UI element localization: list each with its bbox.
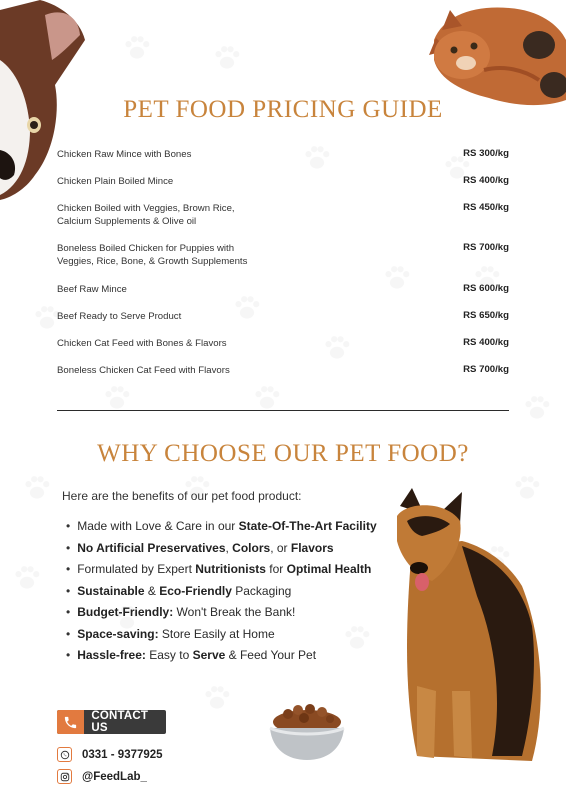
product-name [57,202,235,228]
benefit-text: Store Easily at Home [158,626,275,641]
product-price: RS 650/kg [463,310,509,321]
benefit-item [66,581,377,603]
product-price: RS 600/kg [463,283,509,294]
price-row [57,283,509,310]
benefit-text: Formulated by Expert [77,562,196,576]
product-name: Chicken Cat Feed with Bones & Flavors [57,338,227,349]
price-row [57,364,509,391]
instagram-line[interactable] [57,769,147,784]
benefit-highlight: No Artificial Preservatives [77,540,226,555]
price-row [57,148,509,175]
benefit-item [66,559,377,581]
benefit-text: Easy to [145,648,193,662]
benefit-text: , [225,540,233,555]
benefit-highlight: Colors [232,540,271,555]
phone-icon [57,710,84,734]
product-name-line-1: Boneless Boiled Chicken for Puppies with [57,243,235,254]
benefit-item [66,516,377,538]
product-name-line-1: Chicken Boiled with Veggies, Brown Rice, [57,203,235,214]
benefit-item [66,602,377,624]
phone-number: 0331 - 9377925 [82,748,163,761]
paw-print-icon [10,560,44,594]
paw-print-icon [520,390,554,424]
whatsapp-icon [57,747,72,762]
product-name: Boneless Chicken Cat Feed with Flavors [57,365,230,376]
contact-us-label: CONTACT US [91,710,149,734]
benefit-item [66,645,377,667]
price-row [57,337,509,364]
benefit-text: & [144,583,160,598]
benefit-item [66,624,377,646]
benefit-highlight: Hassle-free: [77,648,146,662]
phone-line[interactable] [57,747,163,762]
benefits-intro: Here are the benefits of our pet food product: [62,489,302,503]
cat-image [414,0,566,108]
price-row [57,310,509,337]
benefits-list [66,516,377,667]
benefit-highlight: Optimal Health [286,562,372,576]
product-name: Beef Raw Mince [57,284,127,295]
section-divider [57,410,509,411]
product-price: RS 300/kg [463,148,509,159]
benefit-highlight: Sustainable [77,583,145,598]
paw-print-icon [20,470,54,504]
paw-print-icon [210,40,244,74]
benefit-highlight: Flavors [290,540,334,555]
price-list [57,148,509,391]
product-name [57,242,247,268]
product-name: Beef Ready to Serve Product [57,311,182,322]
contact-us-badge [57,710,166,734]
pricing-title: PET FOOD PRICING GUIDE [123,96,443,123]
german-shepherd-image [372,486,552,770]
product-name-line-2: Veggies, Rice, Bone, & Growth Supplements [57,256,248,267]
product-price: RS 400/kg [463,337,509,348]
product-name-line-2: Calcium Supplements & Olive oil [57,216,197,227]
benefit-highlight: State-Of-The-Art Facility [238,519,377,533]
product-price: RS 400/kg [463,175,509,186]
benefit-text: , or [270,540,291,555]
benefit-text: for [265,562,287,576]
benefit-highlight: Space-saving: [77,626,159,641]
product-name: Chicken Plain Boiled Mince [57,176,174,187]
benefit-highlight: Nutritionists [195,562,266,576]
benefit-highlight: Serve [192,648,226,662]
product-price: RS 700/kg [463,364,509,375]
benefit-text: & Feed Your Pet [225,648,317,662]
price-row [57,242,509,283]
paw-print-icon [200,680,234,714]
paw-print-icon [120,30,154,64]
benefit-highlight: Budget-Friendly: [77,605,174,619]
instagram-handle: @FeedLab_ [82,770,147,783]
benefit-text: Won't Break the Bank! [173,605,296,619]
benefit-item [66,538,377,560]
food-bowl-image [266,700,348,764]
instagram-icon [57,769,72,784]
price-row [57,175,509,202]
product-name: Chicken Raw Mince with Bones [57,149,192,160]
why-title: WHY CHOOSE OUR PET FOOD? [97,440,469,467]
product-price: RS 700/kg [463,242,509,253]
price-row [57,202,509,242]
benefit-text: Made with Love & Care in our [77,519,239,533]
benefit-text: Packaging [231,583,292,598]
benefit-highlight: Eco-Friendly [159,583,232,598]
product-price: RS 450/kg [463,202,509,213]
